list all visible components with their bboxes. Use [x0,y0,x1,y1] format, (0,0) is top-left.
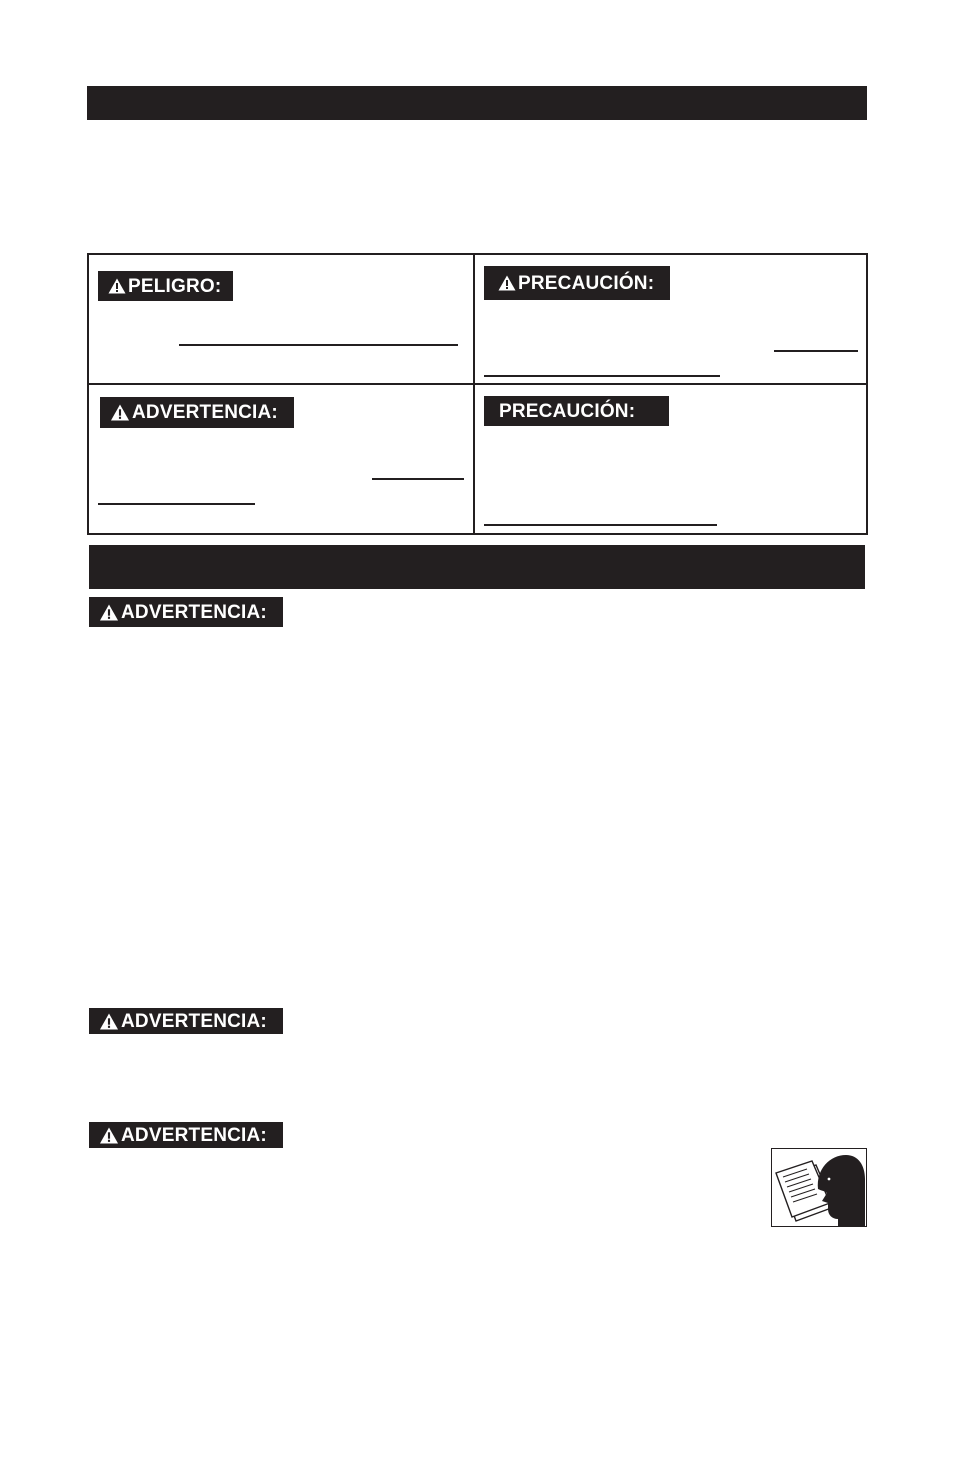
warning-label-1 [89,597,283,627]
table-divider-horizontal [87,383,868,385]
caution-icon-underline-1 [774,350,858,352]
danger-underline [179,344,458,346]
read-manual-icon [771,1148,867,1227]
caution-underline [484,524,717,526]
warning-triangle-icon [99,604,119,621]
section-header-bar-top [87,86,867,120]
caution-icon-underline-2 [484,375,720,377]
table-divider-vertical [473,253,475,535]
warning-triangle-icon [108,278,126,294]
warning-grid-underline-1 [372,478,464,480]
warning-triangle-icon [498,275,516,291]
warning-label-3-text: ADVERTENCIA: [121,1124,267,1146]
warning-grid-label-text: ADVERTENCIA: [132,402,278,423]
caution-icon-label [484,266,670,300]
danger-label [98,271,233,301]
caution-icon-label-text: PRECAUCIÓN: [518,272,655,294]
warning-triangle-icon [99,1127,119,1144]
caution-label-text: PRECAUCIÓN: [499,400,636,422]
warning-grid-underline-2 [98,503,255,505]
warning-label-2-text: ADVERTENCIA: [121,1010,267,1032]
danger-label-text: PELIGRO: [128,275,222,297]
warning-grid-label [100,397,294,428]
warning-label-2 [89,1008,283,1034]
section-header-bar-safety [89,545,865,589]
warning-triangle-icon [110,404,130,421]
warning-label-3 [89,1122,283,1148]
warning-triangle-icon [99,1013,119,1030]
warning-label-1-text: ADVERTENCIA: [121,601,267,623]
caution-label [484,396,669,426]
